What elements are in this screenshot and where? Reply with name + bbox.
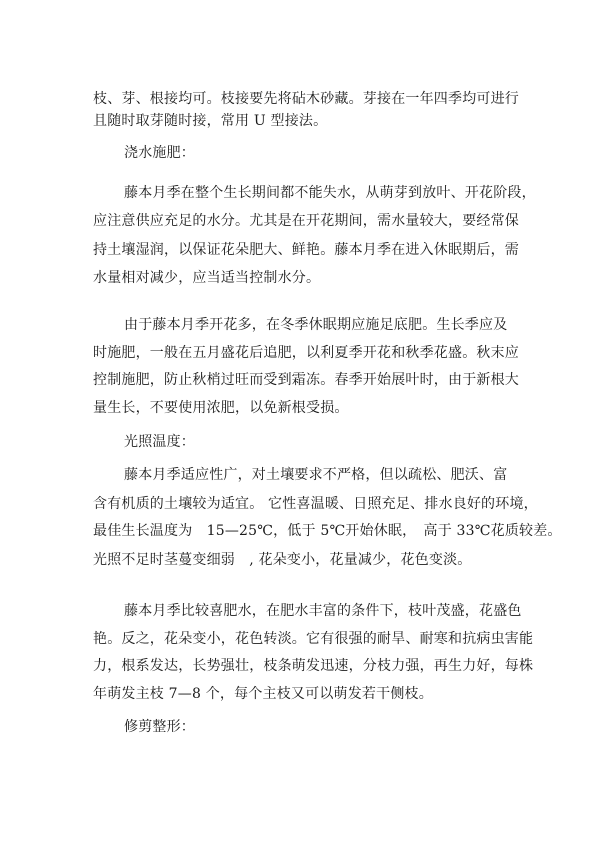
text-line: 年萌发主枝 7—8 个，每个主枝又可以萌发若干侧枝。 (93, 686, 433, 702)
text-line: 藤本月季在整个生长期间都不能失水，从萌芽到放叶、开花阶段， (124, 185, 536, 201)
text-line: 艳。反之，花朵变小，花色转淡。它有很强的耐旱、耐寒和抗病虫害能 (93, 631, 534, 647)
text-line: 量生长，不要使用浓肥，以免新根受损。 (93, 400, 349, 416)
text-line: 藤本月季适应性广，对土壤要求不严格，但以疏松、肥沃、富 (124, 467, 508, 483)
text-line: 力，根系发达，长势强壮，枝条萌发迅速，分枝力强，再生力好，每株 (93, 658, 534, 674)
text-line: 时施肥，一般在五月盛花后追肥，以利夏季开花和秋季花盛。秋末应 (93, 345, 519, 361)
text-line: 含有机质的土壤较为适宜。 它性喜温暖、日照充足、排水良好的环境， (93, 496, 538, 512)
text-line: 控制施肥，防止秋梢过旺而受到霜冻。春季开始展叶时，由于新根大 (93, 372, 519, 388)
section-heading: 浇水施肥： (124, 145, 195, 161)
text-line: 枝、芽、根接均可。枝接要先将砧木砂藏。芽接在一年四季均可进行 (93, 91, 519, 107)
text-line: 应注意供应充足的水分。尤其是在开花期间，需水量较大，要经常保 (93, 213, 519, 229)
text-line: 且随时取芽随时接，常用 U 型接法。 (93, 113, 328, 129)
text-line: 光照不足时茎蔓变细弱 , 花朵变小，花量减少，花色变淡。 (93, 552, 472, 568)
text-line: 水量相对减少，应当适当控制水分。 (93, 270, 321, 286)
text-line: 由于藤本月季开花多，在冬季休眠期应施足底肥。生长季应及 (124, 317, 508, 333)
section-heading: 修剪整形： (124, 719, 195, 735)
text-line: 持土壤湿润，以保证花朵肥大、鲜艳。藤本月季在进入休眠期后，需 (93, 242, 519, 258)
section-heading: 光照温度： (124, 434, 195, 450)
text-line: 藤本月季比较喜肥水，在肥水丰富的条件下，枝叶茂盛，花盛色 (124, 603, 522, 619)
text-line: 最佳生长温度为 15—25℃，低于 5℃开始休眠， 高于 33℃花质较差。 (93, 523, 562, 539)
